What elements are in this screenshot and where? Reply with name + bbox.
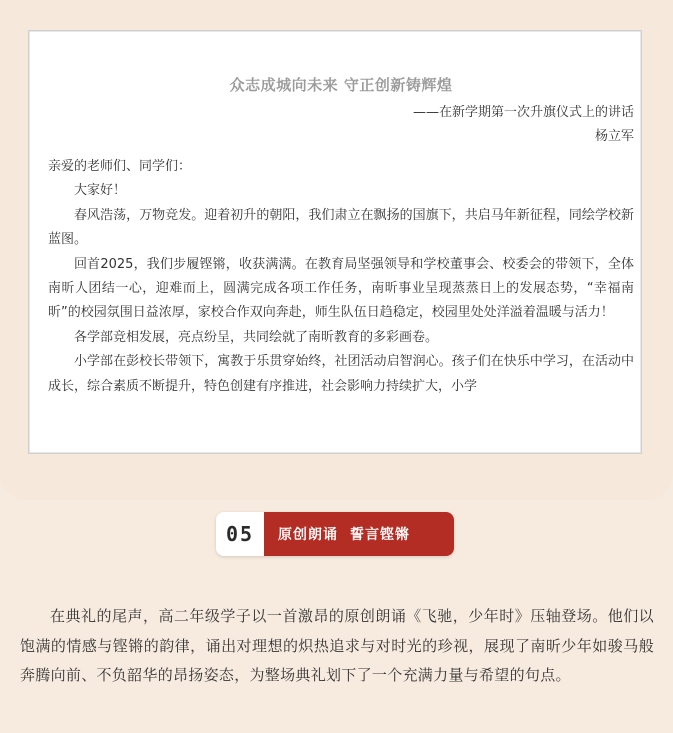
speech-author: 杨立军: [594, 129, 634, 144]
speech-scroll-box[interactable]: [28, 30, 642, 454]
section-label-part2: 誓言铿锵: [350, 527, 410, 543]
section-number: 05: [216, 512, 264, 556]
section-label-part1: 原创朗诵: [278, 527, 338, 543]
section-header-badge: [216, 512, 454, 556]
section-label: [264, 512, 454, 556]
speech-paragraph: 春风浩荡，万物竞发。迎着初升的朝阳，我们肃立在飘扬的国旗下，共启马年新征程，同绘学校新蓝图。: [48, 207, 634, 248]
speech-paragraph: 各学部竞相发展，亮点纷呈，共同绘就了南昕教育的多彩画卷。: [74, 329, 439, 345]
speech-paragraph: 大家好！: [74, 183, 127, 199]
speech-content: [48, 31, 634, 425]
speech-body: [48, 155, 634, 399]
speech-title: 众志成城向未来 守正创新铸辉煌: [229, 76, 453, 94]
speech-greeting: 亲爱的老师们、同学们：: [48, 159, 192, 174]
speech-paragraph: 回首2025，我们步履铿锵，收获满满。在教育局坚强领导和学校董事会、校委会的带领下，全体南昕人团结一心，迎难而上，圆满完成各项工作任务，南昕事业呈现蒸蒸日上的发展态势，“幸福南昕”的校园氛围日益浓厚，家校合作双向奔赴，师生队伍日趋稳定，校园里处处洋溢着温暖与活力！: [48, 256, 634, 321]
speech-subtitle: ——在新学期第一次升旗仪式上的讲话: [412, 105, 634, 120]
speech-paragraph: 小学部在彭校长带领下，寓教于乐贯穿始终，社团活动启智润心。孩子们在快乐中学习，在活动中成长，综合素质不断提升，特色创建有序推进，社会影响力持续扩大，小学: [48, 354, 634, 394]
article-paragraph: 在典礼的尾声，高二年级学子以一首激昂的原创朗诵《飞驰，少年时》压轴登场。他们以饱满的情感与铿锵的韵律，诵出对理想的炽热追求与对时光的珍视，展现了南昕少年如骏马般奔腾向前、不负韶华的昂扬姿态，为整场典礼划下了一个充满力量与希望的句点。: [20, 607, 654, 684]
